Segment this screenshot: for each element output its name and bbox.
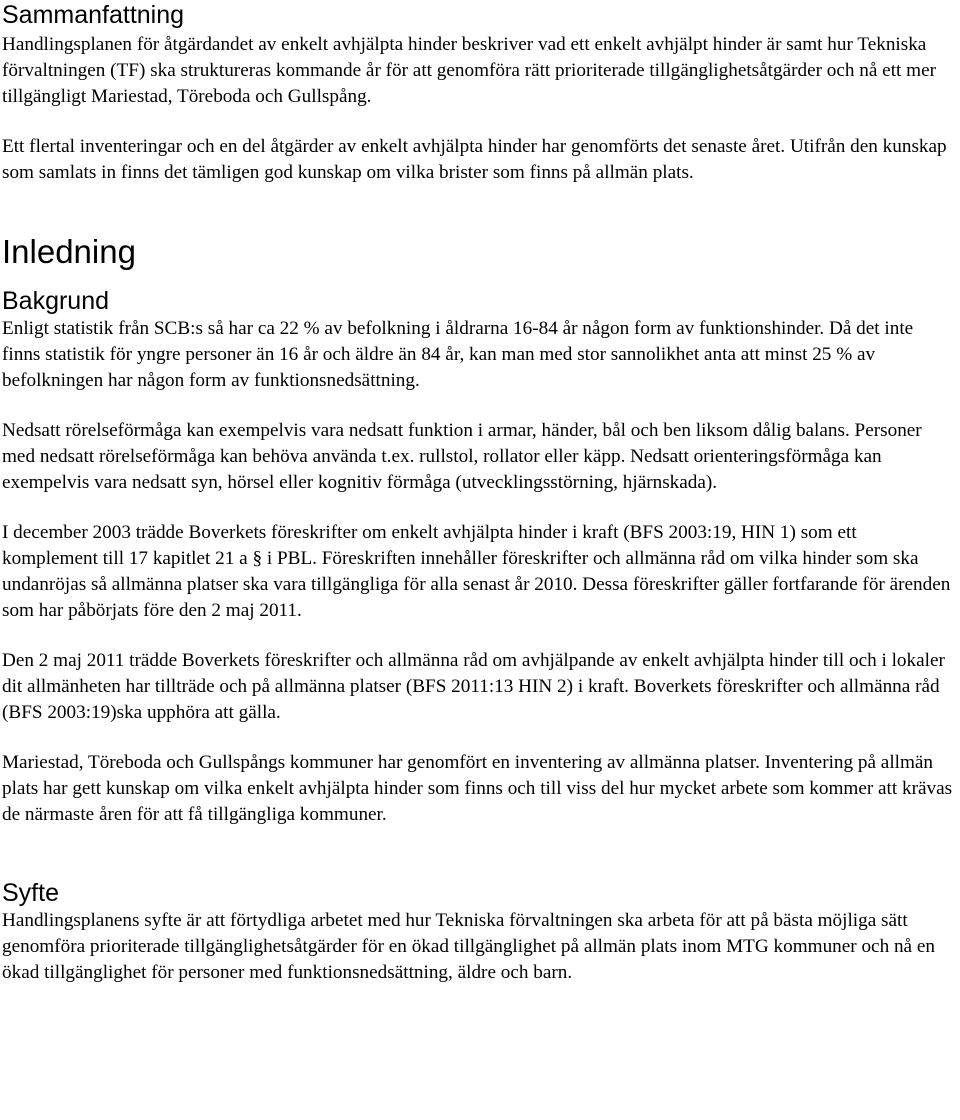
paragraph-bakgrund-2: Nedsatt rörelseförmåga kan exempelvis vara nedsatt funktion i armar, händer, bål och ben liksom dålig balans. Personer med nedsatt rörelseförmåga kan behöva använda t.ex. rullstol, rollator eller käpp. Nedsatt orienteringsförmåga kan exempelvis vara nedsatt syn, hörsel eller kognitiv förmåga (utvecklingsstörning, hjärnskada). <box>2 420 922 493</box>
paragraph-bakgrund-1: Enligt statistik från SCB:s så har ca 22 % av befolkning i åldrarna 16-84 år någon form av funktionshinder. Då det inte finns statistik för yngre personer än 16 år och äldre än 84 år, kan man med stor sannolikhet anta att minst 25 % av befolkningen har någon form av funktionsnedsättning. <box>2 318 914 391</box>
document-page <box>2 0 954 986</box>
heading-inledning: Inledning <box>2 233 136 270</box>
paragraph-sammanfattning-1: Handlingsplanen för åtgärdandet av enkelt avhjälpta hinder beskriver vad ett enkelt avhjälpt hinder är samt hur Tekniska förvaltningen (TF) ska struktureras kommande år för att genomföra rätt prioriterade tillgänglighetsåtgärder och nå ett mer tillgängligt Mariestad, Töreboda och Gullspång. <box>2 34 936 107</box>
heading-sammanfattning: Sammanfattning <box>2 1 185 29</box>
paragraph-syfte-1: Handlingsplanens syfte är att förtydliga arbetet med hur Tekniska förvaltningen ska arbeta för att på bästa möjliga sätt genomföra prioriterade tillgänglighetsåtgärder för en ökad tillgänglighet på allmän plats inom MTG kommuner och nå en ökad tillgänglighet för personer med funktionsnedsättning, äldre och barn. <box>2 910 935 983</box>
paragraph-bakgrund-5: Mariestad, Töreboda och Gullspångs kommuner har genomfört en inventering av allmänna platser. Inventering på allmän plats har gett kunskap om vilka enkelt avhjälpta hinder som finns och till viss del hur mycket arbete som kommer att krävas de närmaste åren för att få tillgängliga kommuner. <box>2 752 953 825</box>
paragraph-bakgrund-4: Den 2 maj 2011 trädde Boverkets föreskrifter och allmänna råd om avhjälpande av enkelt avhjälpta hinder till och i lokaler dit allmänheten har tillträde och på allmänna platser (BFS 2011:13 HIN 2) i kraft. Boverkets föreskrifter och allmänna råd (BFS 2003:19)ska upphöra att gälla. <box>2 650 945 723</box>
paragraph-sammanfattning-2: Ett flertal inventeringar och en del åtgärder av enkelt avhjälpta hinder har genomförts det senaste året. Utifrån den kunskap som samlats in finns det tämligen god kunskap om vilka brister som finns på allmän plats. <box>2 136 947 183</box>
paragraph-bakgrund-3: I december 2003 trädde Boverkets föreskrifter om enkelt avhjälpta hinder i kraft (BFS 2003:19, HIN 1) som ett komplement till 17 kapitlet 21 a § i PBL. Föreskriften innehåller föreskrifter och allmänna råd om vilka hinder som ska undanröjas så allmänna platser ska vara tillgängliga för alla senast år 2010. Dessa föreskrifter gäller fortfarande för ärenden som har påbörjats före den 2 maj 2011. <box>2 522 951 621</box>
heading-bakgrund: Bakgrund <box>2 287 110 315</box>
heading-syfte: Syfte <box>2 879 59 907</box>
